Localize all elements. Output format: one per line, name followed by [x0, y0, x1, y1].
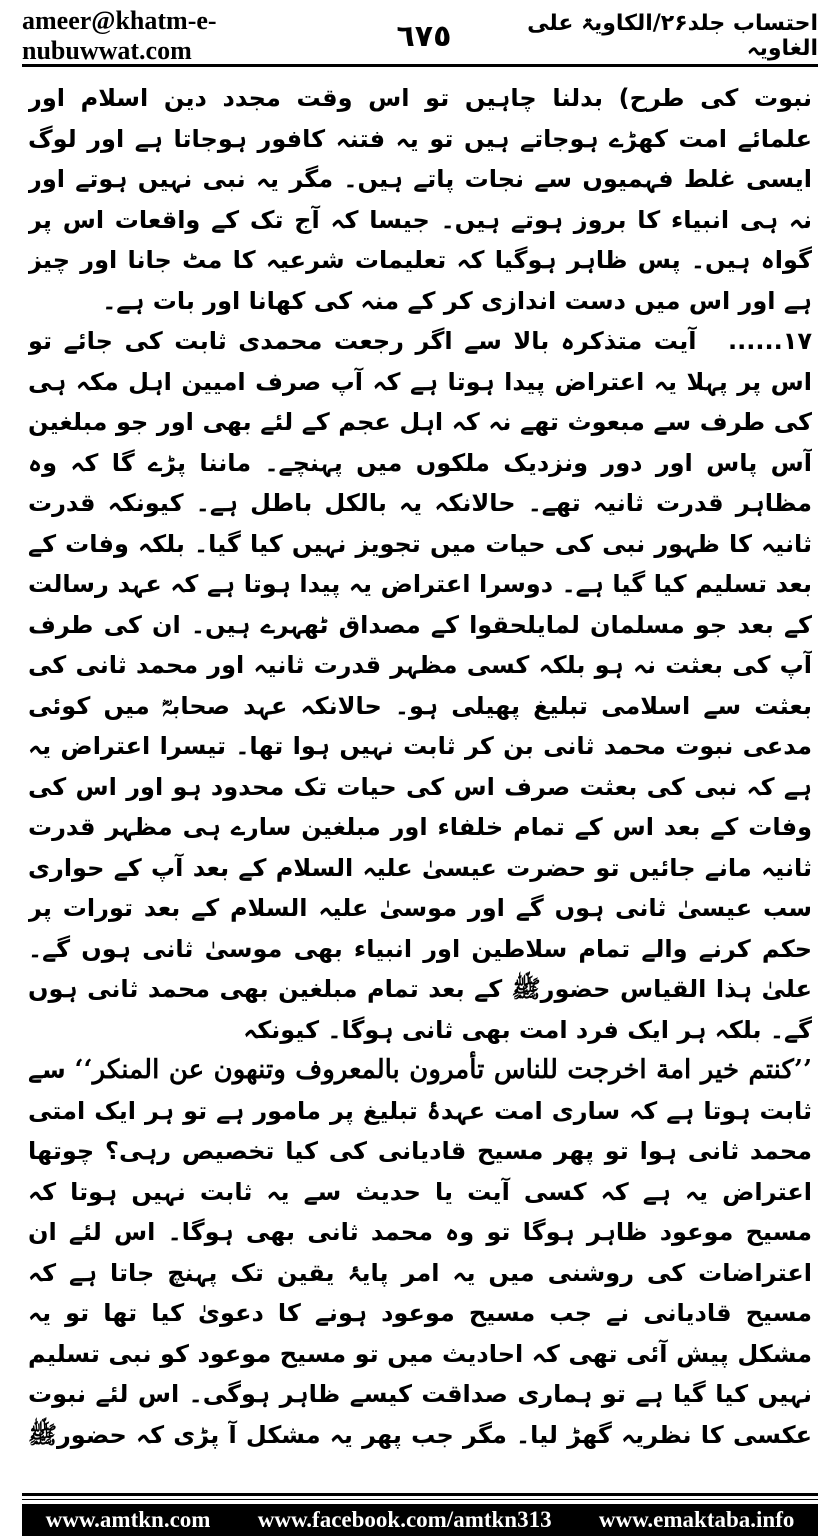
- page-body: [28, 78, 812, 1458]
- header-left: [22, 6, 451, 66]
- header-divider: [22, 64, 818, 67]
- footer-bar: [22, 1504, 818, 1536]
- footer-divider-thick: [22, 1493, 818, 1496]
- paragraph-2: [28, 321, 812, 1050]
- header-email: ameer@khatm-e-nubuwwat.com: [22, 6, 217, 65]
- paragraph-3: [28, 1050, 812, 1458]
- page-header: [22, 6, 818, 65]
- footer-divider-thin: [22, 1499, 818, 1500]
- page-number: ٦٧٥: [396, 18, 452, 54]
- footer-link-amtkn[interactable]: www.amtkn.com: [45, 1507, 211, 1532]
- book-title: احتساب جلد۲۶/الکاویۃ علی الغاویہ: [527, 11, 818, 61]
- section-number: ۱۷......: [728, 327, 812, 355]
- paragraph-1: نبوت کی طرح) بدلنا چاہیں تو اس وقت مجدد دین اسلام اور علمائے امت کھڑے ہوجاتے ہیں تو یہ فتنہ کافور ہوجاتا ہے اور لوگ ایسی غلط فہمیوں سے نجات پاتے ہیں۔ مگر یہ نبی نہیں ہوتے اور نہ ہی انبیاء کا بروز ہوتے ہیں۔ جیسا کہ آج تک کے واقعات اس پر گواہ ہیں۔ پس ظاہر ہوگیا کہ تعلیمات شرعیہ کا مٹ جانا اور چیز ہے اور اس میں دست اندازی کر کے منہ کی کھانا اور بات ہے۔: [28, 84, 812, 315]
- paragraph-2-text: آیت متذکرہ بالا سے اگر رجعت محمدی ثابت کی جائے تو اس پر پہلا یہ اعتراض پیدا ہوتا ہے کہ آپ صرف امیین اہل مکہ ہی کی طرف سے مبعوث تھے نہ کہ اہل عجم کے لئے بھی اور جو مبلغین آس پاس اور دور ونزدیک ملکوں میں پہنچے۔ ماننا پڑے گا کہ وہ مظاہر قدرت ثانیہ تھے۔ حالانکہ یہ بالکل باطل ہے۔ کیونکہ قدرت ثانیہ کا ظہور نبی کی حیات میں تجویز نہیں کیا گیا۔ بلکہ وفات کے بعد تسلیم کیا گیا ہے۔ دوسرا اعتراض یہ پیدا ہوتا ہے کہ عہد رسالت کے بعد جو مسلمان لمایلحقوا کے مصداق ٹھہرے ہیں۔ ان کی طرف آپ کی بعثت نہ ہو بلکہ کسی مظہر قدرت ثانیہ اور محمد ثانی کی بعثت سے اسلامی تبلیغ پھیلی ہو۔ حالانکہ عہد صحابہؓ میں کوئی مدعی نبوت محمد ثانی بن کر ثابت نہیں ہوا تھا۔ تیسرا اعتراض یہ ہے کہ نبی کی بعثت صرف اس کی حیات تک محدود ہو اور اس کی وفات کے بعد اس کے تمام خلفاء اور مبلغین سارے ہی مظہر قدرت ثانیہ مانے جائیں تو حضرت عیسیٰ علیہ السلام کے بعد آپ کے حواری سب عیسیٰ ثانی ہوں گے اور موسیٰ علیہ السلام کے بعد تورات پر حکم کرنے والے تمام سلاطین اور انبیاء بھی موسیٰ ثانی ہوں گے۔ علیٰ ہذا القیاس حضورﷺ کے بعد تمام مبلغین بھی محمد ثانی ہوں گے۔ بلکہ ہر ایک فرد امت بھی ثانی ہوگا۔ کیونکہ: [28, 327, 812, 1044]
- paragraph-3-text: سے ثابت ہوتا ہے کہ ساری امت عہدۂ تبلیغ پر مامور ہے تو ہر ایک امتی محمد ثانی ہوا تو پھر مسیح قادیانی کی کیا تخصیص رہی؟ چوتھا اعتراض یہ ہے کہ کسی آیت یا حدیث سے یہ ثابت نہیں ہوتا کہ مسیح موعود ظاہر ہوگا تو وہ محمد ثانی بھی ہوگا۔ اس لئے ان اعتراضات کی روشنی میں یہ امر پایۂ یقین تک پہنچ جاتا ہے کہ مسیح قادیانی نے جب مسیح موعود ہونے کا دعویٰ کیا تھا تو یہ مشکل پیش آئی تھی کہ احادیث میں تو مسیح موعود کو نبی تسلیم نہیں کیا گیا ہے تو ہماری صداقت کیسے ظاہر ہوگی۔ اس لئے نبوت عکسی کا نظریہ گھڑ لیا۔ مگر جب پھر یہ مشکل آ پڑی کہ حضورﷺ: [28, 1056, 812, 1449]
- footer-link-emaktaba[interactable]: www.emaktaba.info: [598, 1507, 795, 1532]
- footer-link-facebook[interactable]: www.facebook.com/amtkn313: [257, 1507, 552, 1532]
- quranic-quote: ’’کنتم خیر امة اخرجت للناس تأمرون بالمعروف وتنهون عن المنكر‘‘: [74, 1055, 812, 1085]
